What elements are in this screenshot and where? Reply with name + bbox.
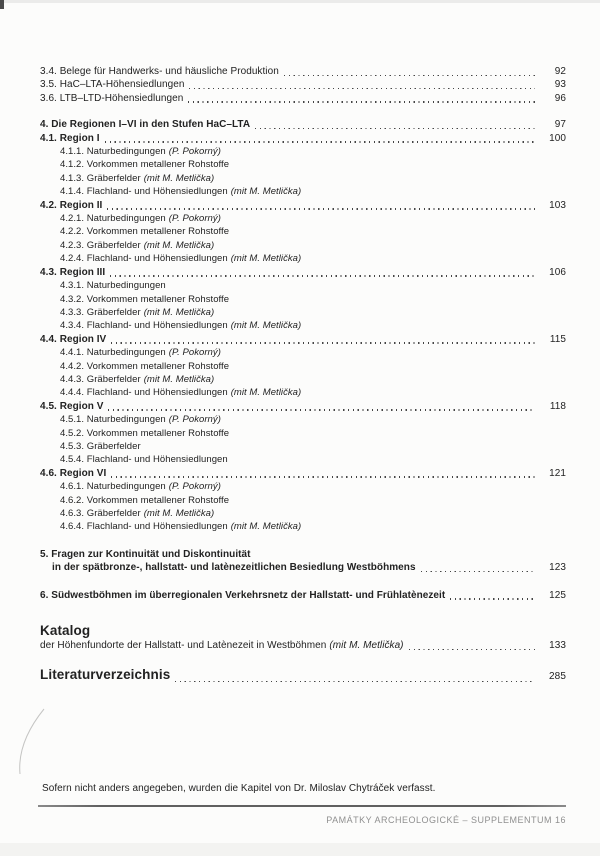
- toc-author-note: (mit M. Metlička): [143, 508, 215, 519]
- toc-subrow-4-3-3: [60, 306, 566, 319]
- toc-subrow-4-1-2: [60, 158, 566, 171]
- toc-author-note: (mit M. Metlička): [143, 373, 215, 385]
- toc-author-note: (mit M. Metlička): [143, 239, 215, 251]
- page-number: 97: [554, 119, 566, 131]
- page-number: 100: [549, 132, 566, 144]
- toc-author-note: (P. Pokorný): [168, 213, 221, 225]
- toc-label: 4.6.2. Vorkommen metallener Rohstoffe: [60, 494, 230, 506]
- toc-author-note: (P. Pokorný): [168, 414, 221, 426]
- toc-subrow-4-5-1: [60, 413, 566, 426]
- toc-row-4-3: [40, 266, 566, 279]
- scan-bottom-edge: [0, 843, 600, 856]
- toc-row-6: [40, 589, 566, 602]
- toc-label: in der spätbronze-, hallstatt- und latènezeitlichen Besiedlung Westböhmens: [52, 562, 416, 574]
- toc-label: 4.6.1. Naturbedingungen: [60, 481, 166, 493]
- toc-label: 4.5.2. Vorkommen metallener Rohstoffe: [60, 427, 230, 439]
- page-number: 96: [554, 92, 566, 104]
- scan-corner-artifact: [0, 0, 4, 9]
- toc-literaturverzeichnis: [40, 666, 566, 685]
- toc-subrow-4-1-3: [60, 172, 566, 185]
- toc-subrow-4-4-1: [60, 346, 566, 359]
- scan-top-edge: [0, 0, 600, 3]
- toc-label: 4.6. Region VI: [40, 467, 107, 479]
- toc-author-note: (mit M. Metlička): [230, 387, 302, 399]
- toc-author-note: (mit M. Metlička): [230, 320, 302, 332]
- toc-label: 4.3. Region III: [40, 266, 106, 278]
- leader-dots: [255, 128, 535, 129]
- toc-subrow-4-1-4: [60, 185, 566, 198]
- toc-label: 3.5. HaC–LTA-Höhensiedlungen: [40, 79, 185, 91]
- toc-label: 4.3.4. Flachland- und Höhensiedlungen: [60, 320, 228, 332]
- toc-label: 4.2.1. Naturbedingungen: [60, 213, 166, 225]
- leader-dots: [107, 208, 535, 209]
- leader-dots: [105, 141, 535, 142]
- toc-label: 4.2.2. Vorkommen metallener Rohstoffe: [60, 226, 230, 238]
- footer-divider: [38, 805, 566, 807]
- toc-label: 4.4.4. Flachland- und Höhensiedlungen: [60, 387, 228, 399]
- toc-label: 4.2. Region II: [40, 199, 103, 211]
- toc-subrow-4-3-2: [60, 293, 566, 306]
- leader-dots: [111, 342, 535, 343]
- toc-row-4-6: [40, 467, 566, 480]
- page-number: 133: [549, 640, 566, 652]
- leader-dots: [421, 571, 535, 572]
- toc-label: 4.3.1. Naturbedingungen: [60, 280, 166, 292]
- toc-label: 4.4.3. Gräberfelder: [60, 373, 141, 385]
- page-number: 118: [549, 400, 566, 412]
- toc-label: 4.1.2. Vorkommen metallener Rohstoffe: [60, 159, 230, 171]
- toc-author-note: (P. Pokorný): [168, 347, 221, 359]
- toc-author-note: (mit M. Metlička): [230, 186, 302, 198]
- toc-author-note: (mit M. Metlička): [143, 172, 215, 184]
- toc-label: 4.5. Region V: [40, 400, 104, 412]
- page-number: 125: [549, 589, 566, 601]
- toc-subrow-4-3-1: [60, 279, 566, 292]
- toc-label: 4.5.1. Naturbedingungen: [60, 414, 166, 426]
- toc-label: 4.4. Region IV: [40, 333, 107, 345]
- leader-dots: [188, 101, 535, 102]
- toc-label: 4.4.1. Naturbedingungen: [60, 347, 166, 359]
- toc-label: 4.6.4. Flachland- und Höhensiedlungen: [60, 521, 228, 533]
- toc-label: 4.1.4. Flachland- und Höhensiedlungen: [60, 186, 228, 198]
- toc-row-4: [40, 118, 566, 131]
- toc-label: 4.3.3. Gräberfelder: [60, 306, 141, 318]
- toc-label: 5. Fragen zur Kontinuität und Diskontinuität: [40, 548, 251, 560]
- toc-subrow-4-5-2: [60, 427, 566, 440]
- toc-subrow-4-5-4: [60, 453, 566, 466]
- toc-label: Katalog: [40, 623, 91, 639]
- leader-dots: [450, 598, 535, 599]
- series-imprint: PAMÁTKY ARCHEOLOGICKÉ – SUPPLEMENTUM 16: [326, 815, 566, 825]
- toc-label: der Höhenfundorte der Hallstatt- und Latènezeit in Westböhmen: [40, 640, 327, 652]
- toc-subrow-4-4-4: [60, 386, 566, 399]
- toc-row-4-1: [40, 132, 566, 145]
- page-number: 123: [549, 562, 566, 574]
- toc-subrow-4-4-3: [60, 373, 566, 386]
- toc-subrow-4-4-2: [60, 360, 566, 373]
- leader-dots: [409, 649, 535, 650]
- authorship-note: Sofern nicht anders angegeben, wurden die Kapitel von Dr. Miloslav Chytráček verfasst.: [42, 783, 436, 794]
- page-number: 93: [554, 79, 566, 91]
- leader-dots: [189, 88, 535, 89]
- toc-subrow-4-2-4: [60, 252, 566, 265]
- toc-author-note: (mit M. Metlička): [230, 253, 302, 265]
- toc-label: 3.6. LTB–LTD-Höhensiedlungen: [40, 92, 184, 104]
- toc-label: 4.3.2. Vorkommen metallener Rohstoffe: [60, 293, 230, 305]
- toc-label: 4.6.3. Gräberfelder: [60, 508, 141, 519]
- page-number: 106: [549, 266, 566, 278]
- page-number: 285: [549, 671, 566, 683]
- toc-label: 3.4. Belege für Handwerks- und häusliche Produktion: [40, 66, 279, 77]
- toc-label: Literaturverzeichnis: [40, 667, 171, 683]
- toc-label: 4.5.4. Flachland- und Höhensiedlungen: [60, 454, 228, 466]
- toc-row-3-5: [40, 78, 566, 91]
- toc-subrow-4-6-3: [60, 507, 566, 520]
- toc-author-note: (P. Pokorný): [168, 481, 221, 493]
- toc-label: 4.4.2. Vorkommen metallener Rohstoffe: [60, 360, 230, 372]
- leader-dots: [284, 75, 535, 76]
- toc-katalog-title: [40, 622, 566, 639]
- table-of-contents: [40, 65, 566, 685]
- toc-label: 4.1.1. Naturbedingungen: [60, 146, 166, 158]
- toc-author-note: (mit M. Metlička): [143, 306, 215, 318]
- toc-subrow-4-6-2: [60, 494, 566, 507]
- toc-row-4-2: [40, 199, 566, 212]
- toc-subrow-4-2-2: [60, 225, 566, 238]
- toc-subrow-4-3-4: [60, 319, 566, 332]
- toc-row-5-line2: [52, 561, 566, 574]
- toc-subrow-4-2-1: [60, 212, 566, 225]
- toc-row-3-4: [40, 65, 566, 78]
- page-number: 92: [554, 66, 566, 77]
- toc-subrow-4-2-3: [60, 239, 566, 252]
- toc-author-note: (mit M. Metlička): [329, 640, 404, 652]
- toc-label: 4. Die Regionen I–VI in den Stufen HaC–LTA: [40, 119, 251, 131]
- toc-subrow-4-1-1: [60, 145, 566, 158]
- toc-label: 4.1.3. Gräberfelder: [60, 172, 141, 184]
- toc-subrow-4-6-1: [60, 480, 566, 493]
- toc-label: 4.5.3. Gräberfelder: [60, 440, 141, 452]
- scan-hair-artifact: [14, 706, 54, 778]
- toc-subrow-4-6-4: [60, 520, 566, 533]
- toc-author-note: (mit M. Metlička): [230, 521, 302, 533]
- toc-katalog-subtitle: [40, 639, 566, 652]
- toc-row-4-4: [40, 333, 566, 346]
- toc-row-4-5: [40, 400, 566, 413]
- page-number: 115: [549, 333, 566, 345]
- page-number: 103: [549, 199, 566, 211]
- toc-author-note: (P. Pokorný): [168, 146, 221, 158]
- toc-label: 6. Südwestböhmen im überregionalen Verkehrsnetz der Hallstatt- und Frühlatènezeit: [40, 589, 446, 601]
- toc-row-5-line1: [40, 548, 566, 561]
- leader-dots: [111, 476, 535, 477]
- toc-label: 4.1. Region I: [40, 132, 100, 144]
- leader-dots: [110, 275, 535, 276]
- leader-dots: [108, 409, 535, 410]
- toc-subrow-4-5-3: [60, 440, 566, 453]
- toc-label: 4.2.4. Flachland- und Höhensiedlungen: [60, 253, 228, 265]
- toc-row-3-6: [40, 92, 566, 105]
- toc-label: 4.2.3. Gräberfelder: [60, 239, 141, 251]
- page-number: 121: [549, 467, 566, 479]
- leader-dots: [175, 681, 535, 682]
